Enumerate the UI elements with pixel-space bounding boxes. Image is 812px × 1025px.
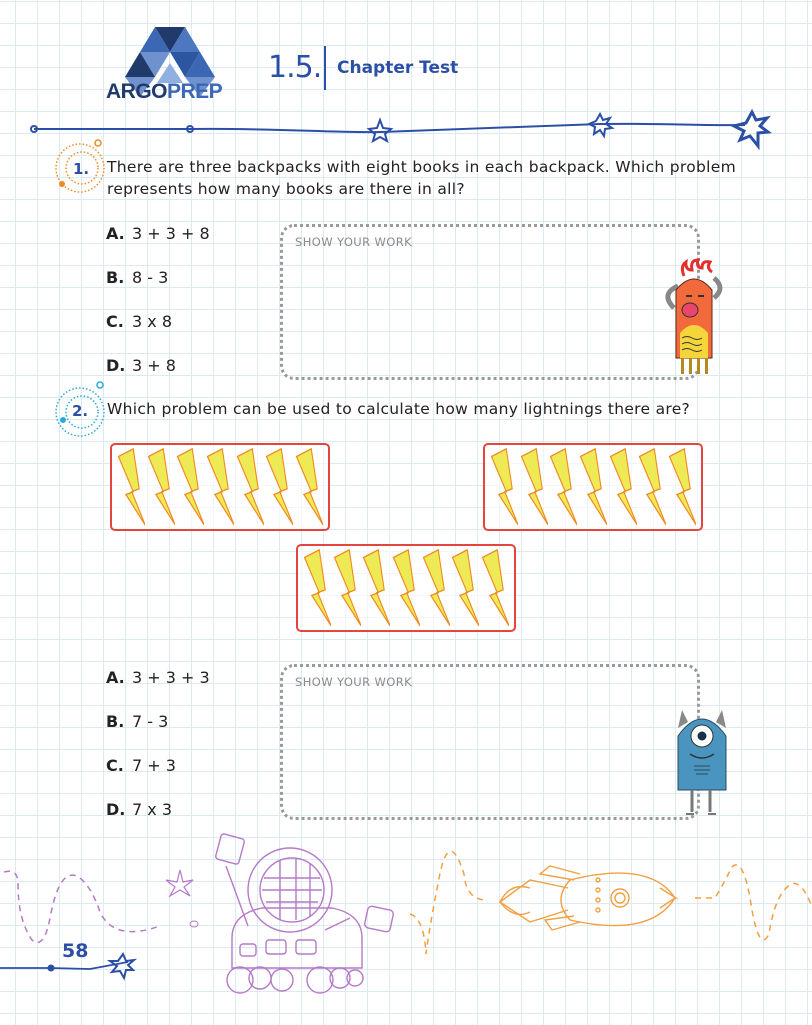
blue-cyclops-monster-icon	[670, 706, 734, 818]
page-number: 58	[62, 940, 89, 962]
q1-option-d[interactable]: D. 3 + 8	[106, 356, 176, 375]
footer-decorations	[0, 830, 812, 1025]
q2-work-label: SHOW YOUR WORK	[295, 675, 413, 689]
logo-wordmark: ARGOPREP	[106, 80, 223, 103]
lightning-bolt-icon	[638, 447, 666, 527]
lightning-bolt-icon	[490, 447, 518, 527]
lightning-group-3	[296, 544, 516, 632]
lightning-group-1	[110, 443, 330, 531]
lightning-bolt-icon	[295, 447, 323, 527]
header-divider	[324, 46, 326, 90]
lightning-bolt-icon	[422, 548, 450, 628]
chapter-number: 1.5.	[268, 50, 322, 85]
lightning-bolt-icon	[303, 548, 331, 628]
lightning-bolt-icon	[579, 447, 607, 527]
orange-dashed-path-icon	[410, 851, 484, 954]
q2-option-a[interactable]: A. 3 + 3 + 3	[106, 668, 210, 687]
q1-option-b[interactable]: B. 8 - 3	[106, 268, 169, 287]
lightning-group-2	[483, 443, 703, 531]
lightning-bolt-icon	[117, 447, 145, 527]
lightning-bolt-icon	[206, 447, 234, 527]
q1-option-a[interactable]: A. 3 + 3 + 8	[106, 224, 210, 243]
lightning-bolt-icon	[520, 447, 548, 527]
lightning-bolt-icon	[549, 447, 577, 527]
chapter-title: Chapter Test	[337, 58, 459, 78]
lightning-bolt-icon	[236, 447, 264, 527]
q2-option-b[interactable]: B. 7 - 3	[106, 712, 169, 731]
orange-dashed-path-icon-2	[695, 865, 811, 940]
rocket-icon	[500, 866, 676, 930]
lightning-bolt-icon	[451, 548, 479, 628]
q2-number: 2.	[72, 402, 89, 420]
q1-number: 1.	[73, 160, 90, 178]
lightning-bolt-icon	[265, 447, 293, 527]
q1-work-area[interactable]	[280, 224, 700, 380]
star-icon	[166, 870, 193, 896]
q2-option-d[interactable]: D. 7 x 3	[106, 800, 172, 819]
lightning-bolt-icon	[481, 548, 509, 628]
q2-work-area[interactable]	[280, 664, 700, 820]
lightning-bolt-icon	[147, 447, 175, 527]
q1-option-c[interactable]: C. 3 x 8	[106, 312, 172, 331]
lightning-bolt-icon	[333, 548, 361, 628]
footer-star-icon	[110, 954, 134, 978]
lightning-bolt-icon	[668, 447, 696, 527]
lightning-bolt-icon	[176, 447, 204, 527]
lightning-bolt-icon	[392, 548, 420, 628]
decorative-top-line-icon	[0, 108, 812, 152]
q1-text: There are three backpacks with eight books in each backpack. Which problem represents how many books are there in all?	[107, 158, 736, 198]
q1-work-label: SHOW YOUR WORK	[295, 235, 413, 249]
orange-monster-icon	[664, 258, 724, 378]
q2-text: Which problem can be used to calculate how many lightnings there are?	[107, 400, 691, 418]
lightning-bolt-icon	[609, 447, 637, 527]
q2-option-c[interactable]: C. 7 + 3	[106, 756, 176, 775]
purple-dashed-path-icon	[4, 871, 160, 942]
lightning-bolt-icon	[362, 548, 390, 628]
moon-rover-icon	[215, 833, 394, 993]
